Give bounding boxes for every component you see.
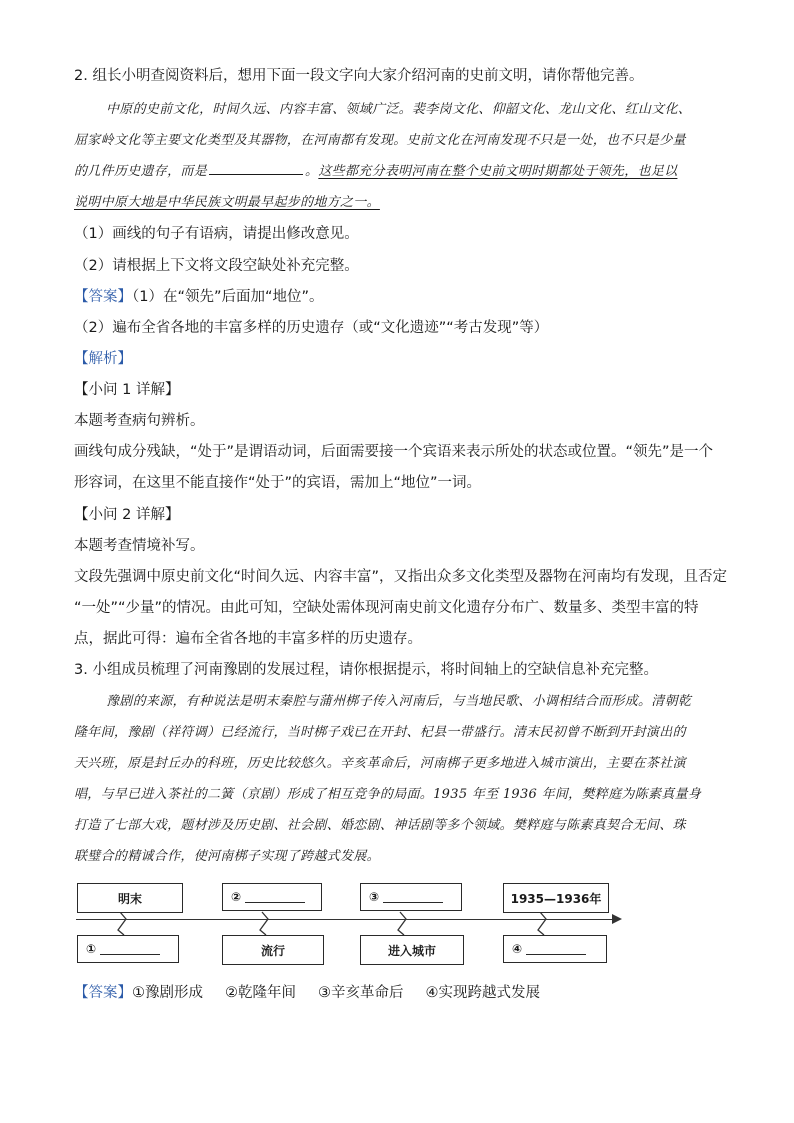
q2-answer-line-1 [74,287,324,307]
timeline-box-ming: 明末 [77,883,183,913]
question-3-title: 3. 小组成员梳理了河南豫剧的发展过程，请你根据提示，将时间轴上的空缺信息补充完整。 [74,662,658,678]
q2-passage-line-1: 中原的史前文化，时间久远、内容丰富、领域广泛。裴李岗文化、仰韶文化、龙山文化、红山文化、 [106,102,692,117]
q2-answer-2: （2）遍布全省各地的丰富多样的历史遗存（或“文化遗迹”“考古发现”等） [74,320,549,336]
timeline-box-1 [77,935,179,963]
timeline-label-4: ④ [512,942,523,956]
q2-answer-1: （1）在“领先”后面加“地位”。 [132,289,324,305]
q2-passage-line-3-start: 的几件历史遗存，而是 [74,164,208,179]
timeline-blank-3 [383,892,443,903]
q2-passage-line-3 [74,162,677,182]
q2-passage-line-2: 屈家岭文化等主要文化类型及其器物，在河南都有发现。史前文化在河南发现不只是一处，也不只是少量 [74,133,686,148]
timeline-blank-2 [245,892,305,903]
detail-2-line-2: 文段先强调中原史前文化“时间久远、内容丰富”，又指出众多文化类型及器物在河南均有发现，且否定 [74,569,728,585]
q3-passage-line-6: 联璧合的精诚合作，使河南梆子实现了跨越式发展。 [74,849,380,864]
timeline-label-1: ① [86,942,97,956]
detail-1-tag: 【小问 1 详解】 [74,382,180,398]
timeline-blank-4 [526,944,586,955]
q3-answer-3: ③辛亥革命后 [318,985,404,1001]
q3-passage-line-4: 唱，与早已进入茶社的二簧（京剧）形成了相互竞争的局面。1935 年至 1936 年间，樊粹庭为陈素真量身 [74,787,702,802]
q3-answer-2: ②乾隆年间 [225,985,296,1001]
underlined-sentence-end: 说明中原大地是中华民族文明最早起步的地方之一。 [74,195,380,210]
detail-2-line-3: “一处”“少量”的情况。由此可知，空缺处需体现河南史前文化遗存分布广、数量多、类型丰富的特 [74,600,699,616]
analysis-tag: 【解析】 [74,351,132,367]
q3-answer-line [74,983,540,1003]
timeline-label-3: ③ [369,890,380,904]
q3-passage-line-2: 隆年间，豫剧（祥符调）已经流行，当时梆子戏已在开封、杞县一带盛行。清末民初曾不断到开封演出的 [74,725,686,740]
timeline-box-4 [503,935,607,963]
timeline-box-1935: 1935—1936年 [503,883,609,913]
underlined-sentence-start: 这些都充分表明河南在整个史前文明时期都处于领先，也足以 [318,164,678,179]
timeline-blank-1 [100,944,160,955]
q3-passage-line-5: 打造了七部大戏，题材涉及历史剧、社会剧、婚恋剧、神话剧等多个领域。樊粹庭与陈素真契合无间、珠 [74,818,686,833]
fill-blank [209,162,303,175]
timeline-box-popular: 流行 [222,935,324,965]
q3-passage-line-3: 天兴班，原是封丘办的科班，历史比较悠久。辛亥革命后，河南梆子更多地进入城市演出，主要在茶社演 [74,756,686,771]
timeline-axis [76,919,616,920]
timeline-box-2 [222,883,322,911]
q2-subquestion-1: （1）画线的句子有语病，请提出修改意见。 [74,226,359,242]
answer-tag: 【答案】 [74,289,132,305]
detail-1-line-3: 形容词，在这里不能直接作“处于”的宾语，需加上“地位”一词。 [74,475,482,491]
detail-2-line-1: 本题考查情境补写。 [74,538,205,554]
q2-passage-line-3-period: 。 [305,164,319,179]
answer-tag-q3: 【答案】 [74,985,132,1001]
q3-passage-line-1: 豫剧的来源，有种说法是明末秦腔与蒲州梆子传入河南后，与当地民歌、小调相结合而形成。清朝乾 [106,694,692,709]
timeline-box-3 [360,883,462,911]
timeline-arrow [612,914,622,924]
question-2-title: 2. 组长小明查阅资料后，想用下面一段文字向大家介绍河南的史前文明，请你帮他完善。 [74,68,644,84]
timeline-label-2: ② [231,890,242,904]
q3-answer-4: ④实现跨越式发展 [425,985,540,1001]
detail-1-line-2: 画线句成分残缺，“处于”是谓语动词，后面需要接一个宾语来表示所处的状态或位置。“领先”是一个 [74,444,714,460]
q2-subquestion-2: （2）请根据上下文将文段空缺处补充完整。 [74,258,359,274]
detail-2-tag: 【小问 2 详解】 [74,507,180,523]
detail-2-line-4: 点，据此可得：遍布全省各地的丰富多样的历史遗存。 [74,631,422,647]
detail-1-line-1: 本题考查病句辨析。 [74,413,205,429]
q3-answer-1: ①豫剧形成 [132,985,203,1001]
timeline-box-city: 进入城市 [360,935,464,965]
